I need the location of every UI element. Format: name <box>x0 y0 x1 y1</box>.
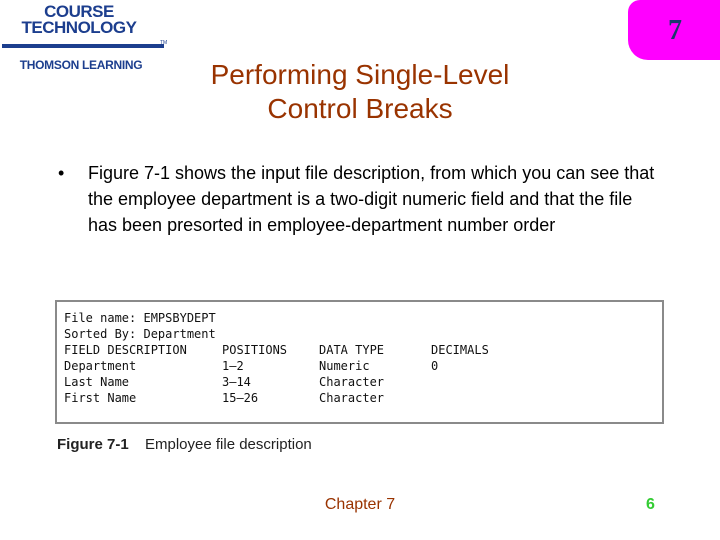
table-row <box>64 359 439 375</box>
footer-chapter: Chapter 7 <box>324 496 396 513</box>
cell-positions: 15–26 <box>222 391 259 405</box>
page-number: 6 <box>646 496 655 513</box>
table-row <box>64 391 385 407</box>
bullet-icon: • <box>58 163 65 183</box>
file-name: File name: EMPSBYDEPT <box>64 311 216 325</box>
cell-positions: 3–14 <box>222 375 251 389</box>
figure-file-description <box>55 300 664 424</box>
cell-data-type: Character <box>319 391 385 405</box>
bullet-text: Figure 7-1 shows the input file description, from which you can see that the employee department is a two-digit numeric field and that the file has been presorted in employee-department number order <box>88 163 655 235</box>
table-header-row <box>64 343 489 359</box>
cell-positions: 1–2 <box>222 359 244 373</box>
sorted-by-row <box>64 327 216 343</box>
header-positions: POSITIONS <box>222 343 288 357</box>
slide-title <box>150 58 570 126</box>
header-field-description: FIELD DESCRIPTION <box>64 343 187 357</box>
header-data-type: DATA TYPE <box>319 343 385 357</box>
cell-decimals: 0 <box>431 359 439 373</box>
cell-field: Department <box>64 359 137 373</box>
slide-title-line-2: Control Breaks <box>267 93 453 124</box>
file-name-row <box>64 311 216 327</box>
slide-title-line-1: Performing Single-Level <box>210 59 510 90</box>
sorted-by: Sorted By: Department <box>64 327 216 341</box>
cell-field: First Name <box>64 391 137 405</box>
cell-data-type: Numeric <box>319 359 370 373</box>
logo-line-technology: TECHNOLOGY <box>21 18 137 37</box>
cell-data-type: Character <box>319 375 385 389</box>
table-row <box>64 375 385 391</box>
header-decimals: DECIMALS <box>431 343 489 357</box>
figure-caption <box>57 436 312 453</box>
cell-field: Last Name <box>64 375 130 389</box>
logo-divider <box>2 44 164 48</box>
chapter-badge <box>628 0 720 60</box>
logo-trademark: TM <box>160 40 168 46</box>
logo-line-course: COURSE <box>44 2 114 21</box>
figure-caption-text: Employee file description <box>145 436 312 453</box>
figure-caption-label: Figure 7-1 <box>57 436 129 453</box>
publisher-logo <box>0 0 175 80</box>
chapter-badge-number: 7 <box>668 15 682 46</box>
logo-line-thomson: THOMSON LEARNING <box>19 58 143 72</box>
